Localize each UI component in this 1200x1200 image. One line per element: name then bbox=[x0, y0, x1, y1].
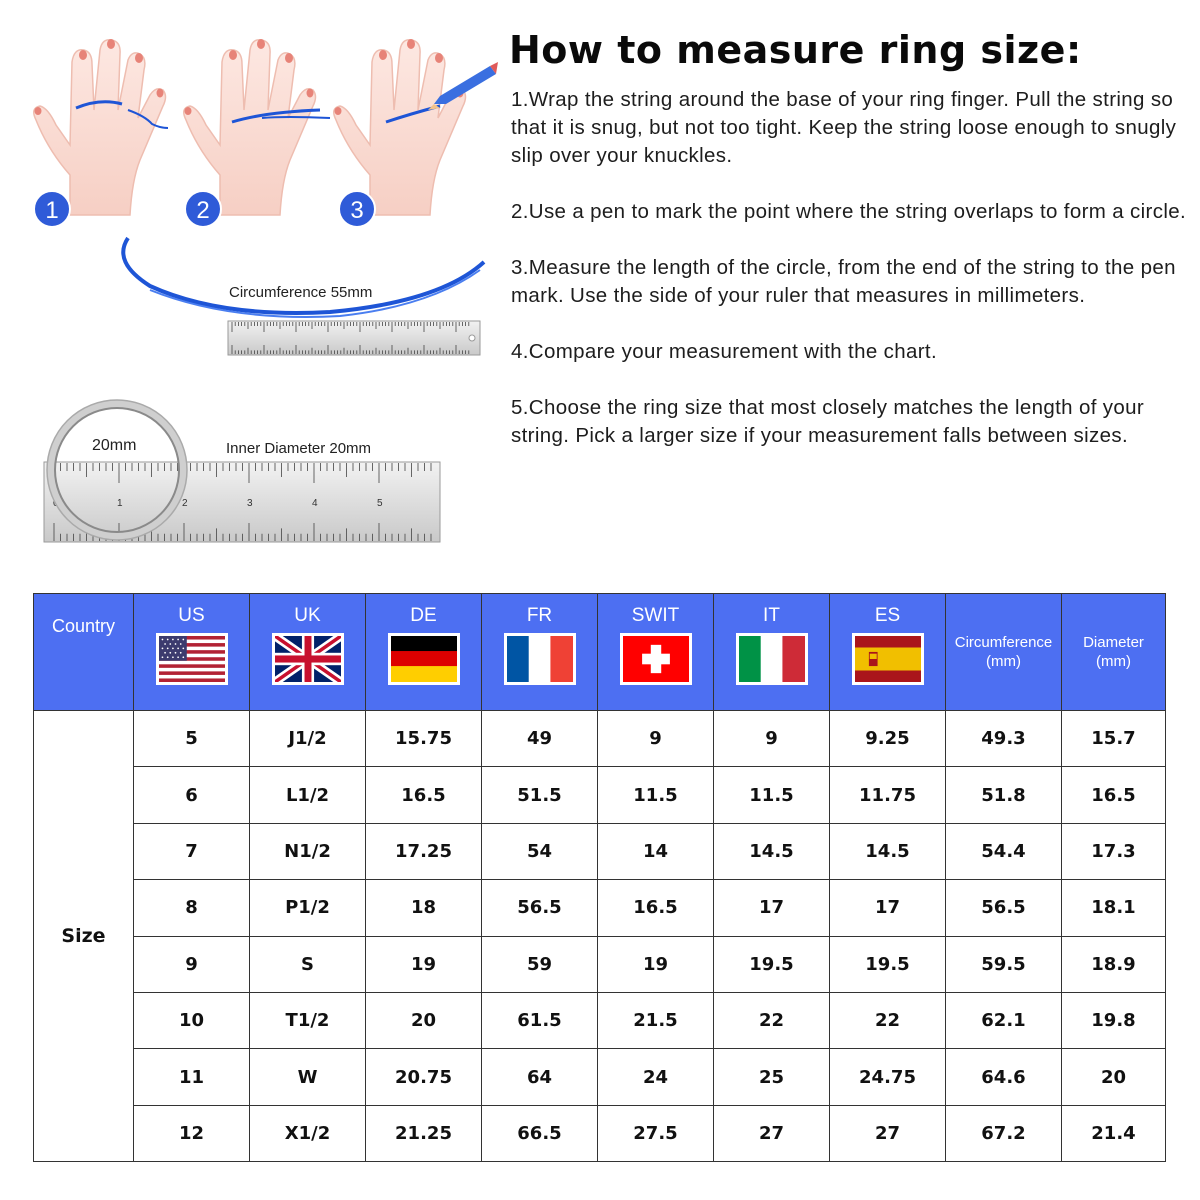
table-cell: 16.5 bbox=[1062, 767, 1166, 823]
column-header-fr bbox=[482, 594, 598, 711]
measurement-illustration bbox=[0, 0, 500, 570]
table-cell: 7 bbox=[134, 823, 250, 879]
table-cell: 20 bbox=[1062, 1049, 1166, 1105]
column-label: Circumference bbox=[954, 634, 1053, 651]
string bbox=[123, 238, 484, 313]
table-cell: 25 bbox=[714, 1049, 830, 1105]
table-row bbox=[34, 711, 1166, 767]
hand-icon bbox=[34, 39, 168, 215]
table-cell: 8 bbox=[134, 880, 250, 936]
switzerland-flag-icon bbox=[620, 633, 692, 685]
ruler-tick-label: 0 bbox=[53, 498, 59, 509]
table-cell: T1/2 bbox=[250, 992, 366, 1048]
table-row bbox=[34, 992, 1166, 1048]
table-cell: 14.5 bbox=[830, 823, 946, 879]
table-cell: 9.25 bbox=[830, 711, 946, 767]
table-row bbox=[34, 1049, 1166, 1105]
column-header-circumference bbox=[946, 594, 1062, 711]
circumference-label: Circumference 55mm bbox=[229, 284, 373, 301]
table-cell: 20 bbox=[366, 992, 482, 1048]
column-unit: (mm) bbox=[986, 653, 1021, 670]
table-cell: 18 bbox=[366, 880, 482, 936]
france-flag-icon bbox=[504, 633, 576, 685]
table-cell: 64.6 bbox=[946, 1049, 1062, 1105]
hand-icon bbox=[184, 39, 330, 215]
size-row-label: Size bbox=[34, 711, 134, 1162]
table-cell: 19 bbox=[598, 936, 714, 992]
table-cell: 56.5 bbox=[482, 880, 598, 936]
ruler-tick-label: 3 bbox=[247, 498, 253, 509]
ring-diameter-label: 20mm bbox=[92, 437, 137, 454]
table-cell: 15.7 bbox=[1062, 711, 1166, 767]
country-header: Country bbox=[34, 594, 134, 711]
table-cell: 14 bbox=[598, 823, 714, 879]
table-cell: 15.75 bbox=[366, 711, 482, 767]
step-3-badge-label: 3 bbox=[350, 197, 364, 224]
table-row bbox=[34, 767, 1166, 823]
table-cell: 9 bbox=[134, 936, 250, 992]
table-cell: 61.5 bbox=[482, 992, 598, 1048]
column-label: Diameter bbox=[1083, 634, 1144, 651]
table-cell: 59.5 bbox=[946, 936, 1062, 992]
germany-flag-icon bbox=[388, 633, 460, 685]
table-cell: 14.5 bbox=[714, 823, 830, 879]
table-cell: 9 bbox=[714, 711, 830, 767]
table-cell: 17 bbox=[830, 880, 946, 936]
table-header-row bbox=[34, 594, 1166, 711]
column-label: UK bbox=[294, 605, 321, 626]
table-cell: 20.75 bbox=[366, 1049, 482, 1105]
table-row bbox=[34, 823, 1166, 879]
table-cell: J1/2 bbox=[250, 711, 366, 767]
spain-flag-icon bbox=[852, 633, 924, 685]
table-cell: 54.4 bbox=[946, 823, 1062, 879]
table-cell: 12 bbox=[134, 1105, 250, 1161]
column-header-swit bbox=[598, 594, 714, 711]
table-cell: L1/2 bbox=[250, 767, 366, 823]
table-cell: 11.5 bbox=[598, 767, 714, 823]
table-cell: 11 bbox=[134, 1049, 250, 1105]
instruction-step-3: 3.Measure the length of the circle, from the end of the string to the pen mark. Use the side of your ruler that measures in millimeters. bbox=[511, 256, 1176, 307]
table-cell: 18.1 bbox=[1062, 880, 1166, 936]
step-2-badge-label: 2 bbox=[196, 197, 210, 224]
column-label: US bbox=[178, 605, 205, 626]
table-cell: 62.1 bbox=[946, 992, 1062, 1048]
table-cell: 24 bbox=[598, 1049, 714, 1105]
table-cell: 27.5 bbox=[598, 1105, 714, 1161]
table-cell: 17.25 bbox=[366, 823, 482, 879]
column-label: FR bbox=[526, 605, 553, 626]
table-cell: 16.5 bbox=[366, 767, 482, 823]
table-cell: 54 bbox=[482, 823, 598, 879]
table-cell: 19.5 bbox=[830, 936, 946, 992]
table-cell: 49.3 bbox=[946, 711, 1062, 767]
table-cell: 27 bbox=[714, 1105, 830, 1161]
table-cell: 16.5 bbox=[598, 880, 714, 936]
table-cell: 10 bbox=[134, 992, 250, 1048]
table-cell: 66.5 bbox=[482, 1105, 598, 1161]
table-cell: 18.9 bbox=[1062, 936, 1166, 992]
table-cell: 5 bbox=[134, 711, 250, 767]
table-cell: 19.5 bbox=[714, 936, 830, 992]
table-cell: 17.3 bbox=[1062, 823, 1166, 879]
table-cell: 11.75 bbox=[830, 767, 946, 823]
instructions-panel bbox=[511, 28, 1191, 478]
table-cell: 51.8 bbox=[946, 767, 1062, 823]
us-flag-icon bbox=[156, 633, 228, 685]
table-cell: 19 bbox=[366, 936, 482, 992]
inner-diameter-label: Inner Diameter 20mm bbox=[226, 440, 372, 457]
column-header-uk bbox=[250, 594, 366, 711]
column-label: DE bbox=[410, 605, 437, 626]
italy-flag-icon bbox=[736, 633, 808, 685]
column-label: ES bbox=[874, 605, 901, 626]
page-title: How to measure ring size: bbox=[509, 28, 1082, 72]
table-cell: S bbox=[250, 936, 366, 992]
table-cell: 22 bbox=[714, 992, 830, 1048]
column-header-diameter bbox=[1062, 594, 1166, 711]
column-header-es bbox=[830, 594, 946, 711]
step-1-badge bbox=[34, 191, 70, 227]
step-2-badge bbox=[185, 191, 221, 227]
table-cell: 6 bbox=[134, 767, 250, 823]
table-row bbox=[34, 880, 1166, 936]
table-cell: 59 bbox=[482, 936, 598, 992]
ruler-icon bbox=[228, 321, 480, 355]
column-header-it bbox=[714, 594, 830, 711]
table-cell: 17 bbox=[714, 880, 830, 936]
table-cell: 11.5 bbox=[714, 767, 830, 823]
instruction-step-4: 4.Compare your measurement with the chart. bbox=[511, 340, 938, 363]
table-row bbox=[34, 936, 1166, 992]
table-cell: 64 bbox=[482, 1049, 598, 1105]
table-cell: P1/2 bbox=[250, 880, 366, 936]
table-cell: 19.8 bbox=[1062, 992, 1166, 1048]
table-cell: 56.5 bbox=[946, 880, 1062, 936]
instruction-step-5: 5.Choose the ring size that most closely matches the length of your string. Pick a larger size if your measurement falls between sizes. bbox=[511, 396, 1145, 447]
column-header-us bbox=[134, 594, 250, 711]
table-cell: 22 bbox=[830, 992, 946, 1048]
table-cell: 51.5 bbox=[482, 767, 598, 823]
column-label: SWIT bbox=[631, 605, 680, 626]
table-cell: W bbox=[250, 1049, 366, 1105]
table-cell: X1/2 bbox=[250, 1105, 366, 1161]
table-row bbox=[34, 1105, 1166, 1161]
ring-size-table bbox=[33, 593, 1166, 1162]
ruler-tick-label: 1 bbox=[117, 498, 123, 509]
column-label: IT bbox=[763, 605, 780, 626]
table-cell: 21.5 bbox=[598, 992, 714, 1048]
table-cell: 24.75 bbox=[830, 1049, 946, 1105]
instruction-step-1: 1.Wrap the string around the base of your ring finger. Pull the string so that it is snug, but not too tight. Keep the string loose enough to snugly slip over your knuckles. bbox=[511, 88, 1177, 167]
table-cell: N1/2 bbox=[250, 823, 366, 879]
ruler-tick-label: 5 bbox=[377, 498, 383, 509]
step-1-badge-label: 1 bbox=[45, 197, 59, 224]
uk-flag-icon bbox=[272, 633, 344, 685]
table-cell: 27 bbox=[830, 1105, 946, 1161]
ruler-tick-label: 2 bbox=[182, 498, 188, 509]
step-3-badge bbox=[339, 191, 375, 227]
table-cell: 21.4 bbox=[1062, 1105, 1166, 1161]
table-cell: 21.25 bbox=[366, 1105, 482, 1161]
table-cell: 49 bbox=[482, 711, 598, 767]
column-unit: (mm) bbox=[1096, 653, 1131, 670]
table-cell: 9 bbox=[598, 711, 714, 767]
ruler-tick-label: 4 bbox=[312, 498, 318, 509]
table-cell: 67.2 bbox=[946, 1105, 1062, 1161]
instruction-step-2: 2.Use a pen to mark the point where the string overlaps to form a circle. bbox=[511, 200, 1187, 223]
hand-icon bbox=[334, 39, 466, 215]
column-header-de bbox=[366, 594, 482, 711]
